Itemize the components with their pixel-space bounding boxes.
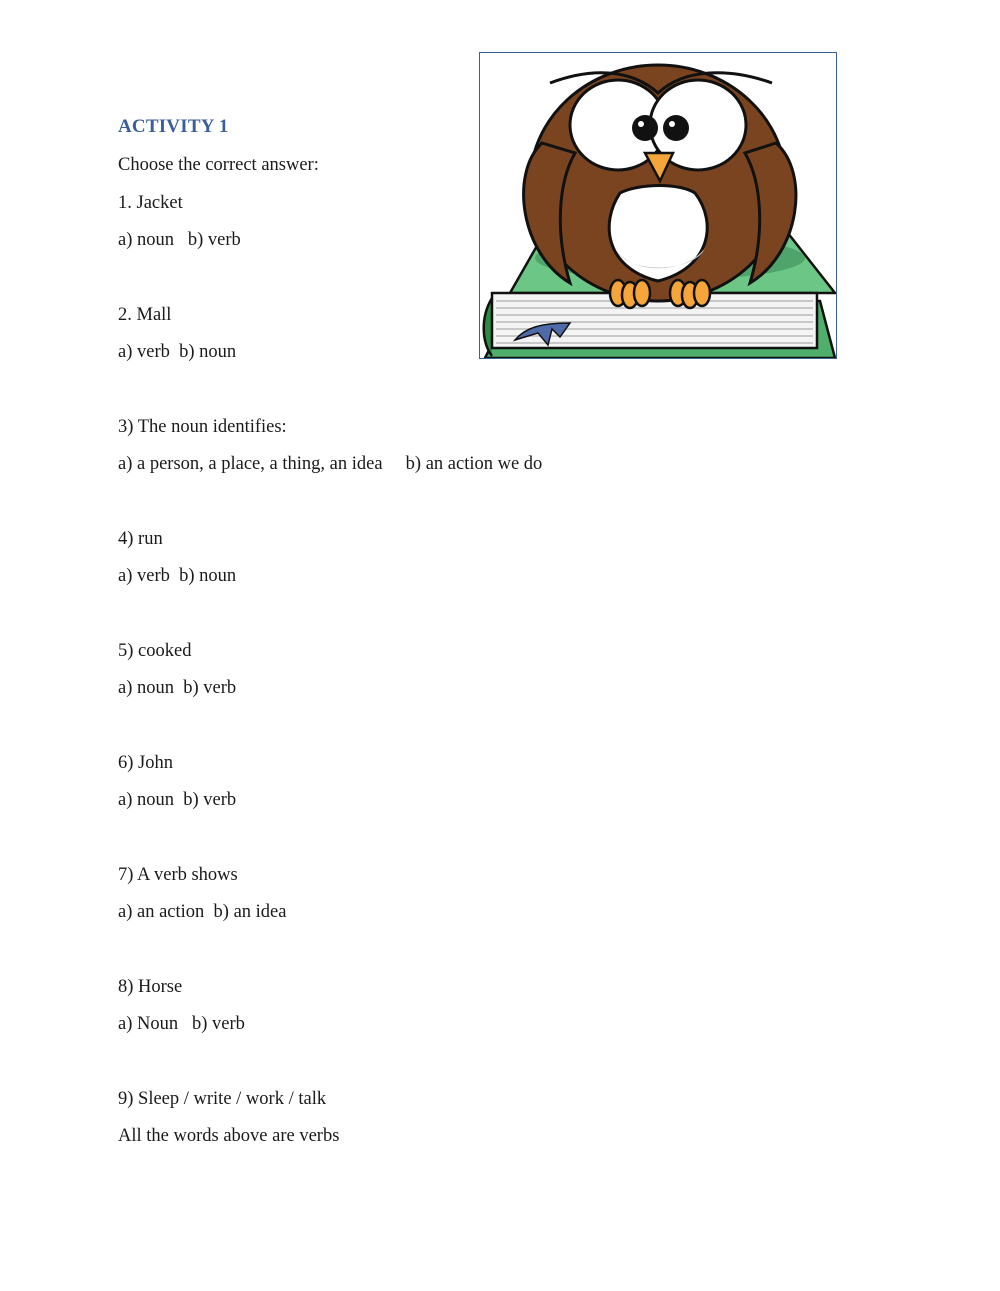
question-2-options: a) verb b) noun bbox=[118, 342, 237, 362]
owl-on-book-illustration bbox=[479, 52, 837, 359]
question-6-options: a) noun b) verb bbox=[118, 790, 237, 810]
question-1-options: a) noun b) verb bbox=[118, 230, 241, 250]
question-4-prompt: 4) run bbox=[118, 529, 163, 549]
question-5-options: a) noun b) verb bbox=[118, 678, 237, 698]
question-9-statement: All the words above are verbs bbox=[118, 1126, 340, 1146]
question-8-prompt: 8) Horse bbox=[118, 977, 183, 997]
question-8-options: a) Noun b) verb bbox=[118, 1014, 245, 1034]
question-3-prompt: 3) The noun identifies: bbox=[118, 417, 287, 437]
question-9-prompt: 9) Sleep / write / work / talk bbox=[118, 1089, 327, 1109]
question-2-prompt: 2. Mall bbox=[118, 305, 172, 325]
owl-icon bbox=[480, 53, 836, 358]
question-6-prompt: 6) John bbox=[118, 753, 173, 773]
question-1-prompt: 1. Jacket bbox=[118, 193, 183, 213]
instruction-text: Choose the correct answer: bbox=[118, 155, 319, 175]
question-3-options: a) a person, a place, a thing, an idea b) an action we do bbox=[118, 454, 543, 474]
question-7-options: a) an action b) an idea bbox=[118, 902, 287, 922]
question-4-options: a) verb b) noun bbox=[118, 566, 237, 586]
question-7-prompt: 7) A verb shows bbox=[118, 865, 238, 885]
activity-title: ACTIVITY 1 bbox=[118, 116, 229, 137]
question-5-prompt: 5) cooked bbox=[118, 641, 192, 661]
